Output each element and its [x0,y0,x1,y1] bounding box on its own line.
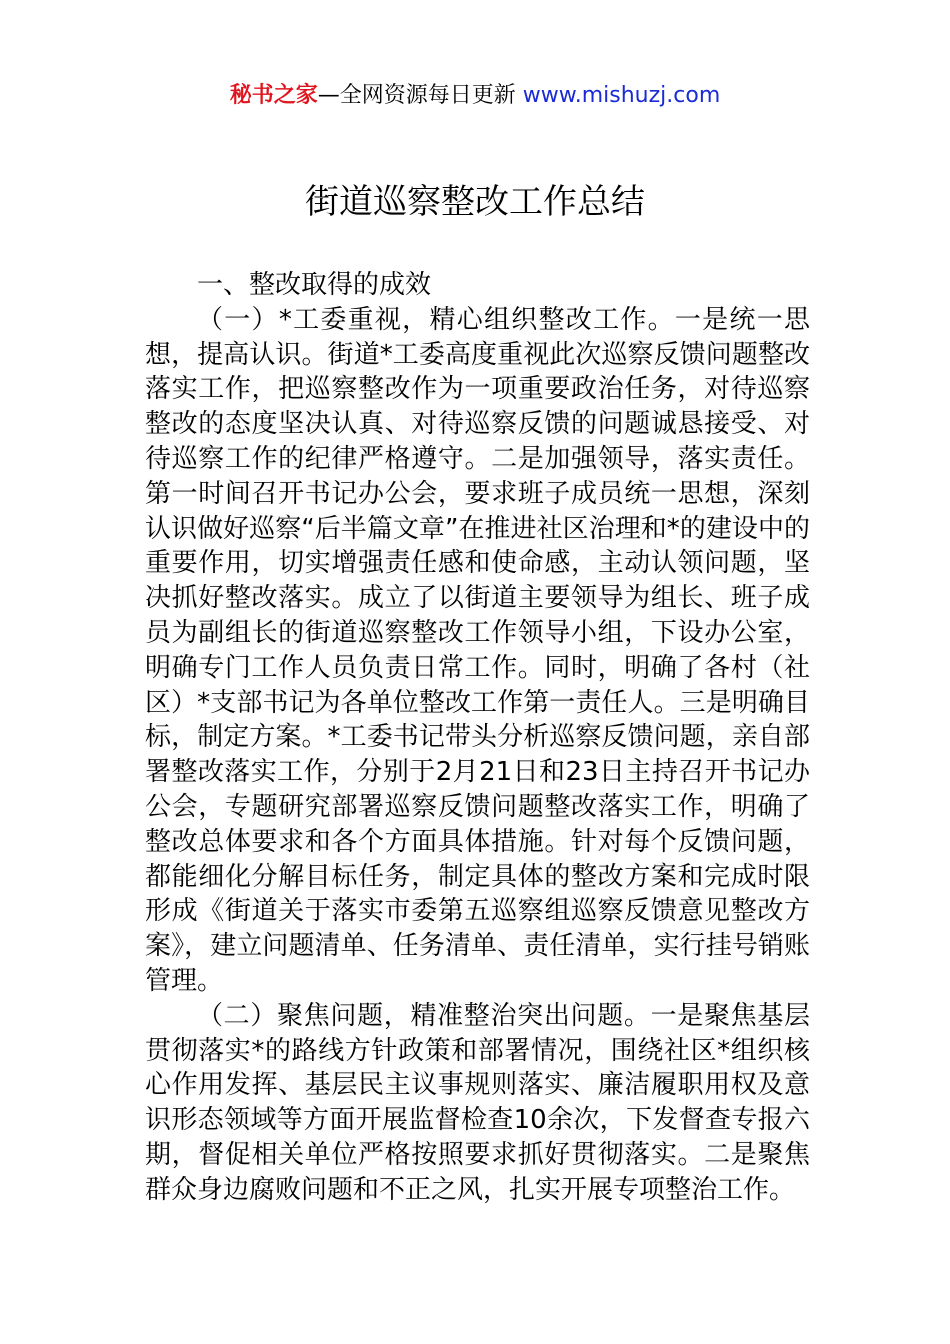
body-paragraph: （一）*工委重视，精心组织整改工作。一是统一思想，提高认识。街道*工委高度重视此次巡察反馈问题整改落实工作，把巡察整改作为一项重要政治任务，对待巡察整改的态度坚决认真、对待巡察反馈的问题诚恳接受、对待巡察工作的纪律严格遵守。二是加强领导，落实责任。第一时间召开书记办公会，要求班子成员统一思想，深刻认识做好巡察“后半篇文章”在推进社区治理和*的建设中的重要作用，切实增强责任感和使命感，主动认领问题，坚决抓好整改落实。成立了以街道主要领导为组长、班子成员为副组长的街道巡察整改工作领导小组，下设办公室，明确专门工作人员负责日常工作。同时，明确了各村（社区）*支部书记为各单位整改工作第一责任人。三是明确目标，制定方案。*工委书记带头分析巡察反馈问题，亲自部署整改落实工作，分别于2月21日和23日主持召开书记办公会，专题研究部署巡察反馈问题整改落实工作，明确了整改总体要求和各个方面具体措施。针对每个反馈问题，都能细化分解目标任务，制定具体的整改方案和完成时限形成《街道关于落实市委第五巡察组巡察反馈意见整改方案》，建立问题清单、任务清单、责任清单，实行挂号销账管理。 [145,304,810,996]
body-paragraph: （二）聚焦问题，精准整治突出问题。一是聚焦基层贯彻落实*的路线方针政策和部署情况，围绕社区*组织核心作用发挥、基层民主议事规则落实、廉洁履职用权及意识形态领域等方面开展监督检查10余次，下发督查专报六期，督促相关单位严格按照要求抓好贯彻落实。二是聚焦群众身边腐败问题和不正之风，扎实开展专项整治工作。 [145,1000,810,1205]
section-heading: 一、整改取得的成效 [197,270,432,300]
document-body [145,268,810,1208]
site-header [0,80,950,112]
site-url-link[interactable]: www.mishuzj.com [522,83,721,108]
brand-name: 秘书之家 [229,83,318,108]
header-tagline: —全网资源每日更新 [317,83,516,108]
document-title: 街道巡察整改工作总结 [305,182,645,222]
